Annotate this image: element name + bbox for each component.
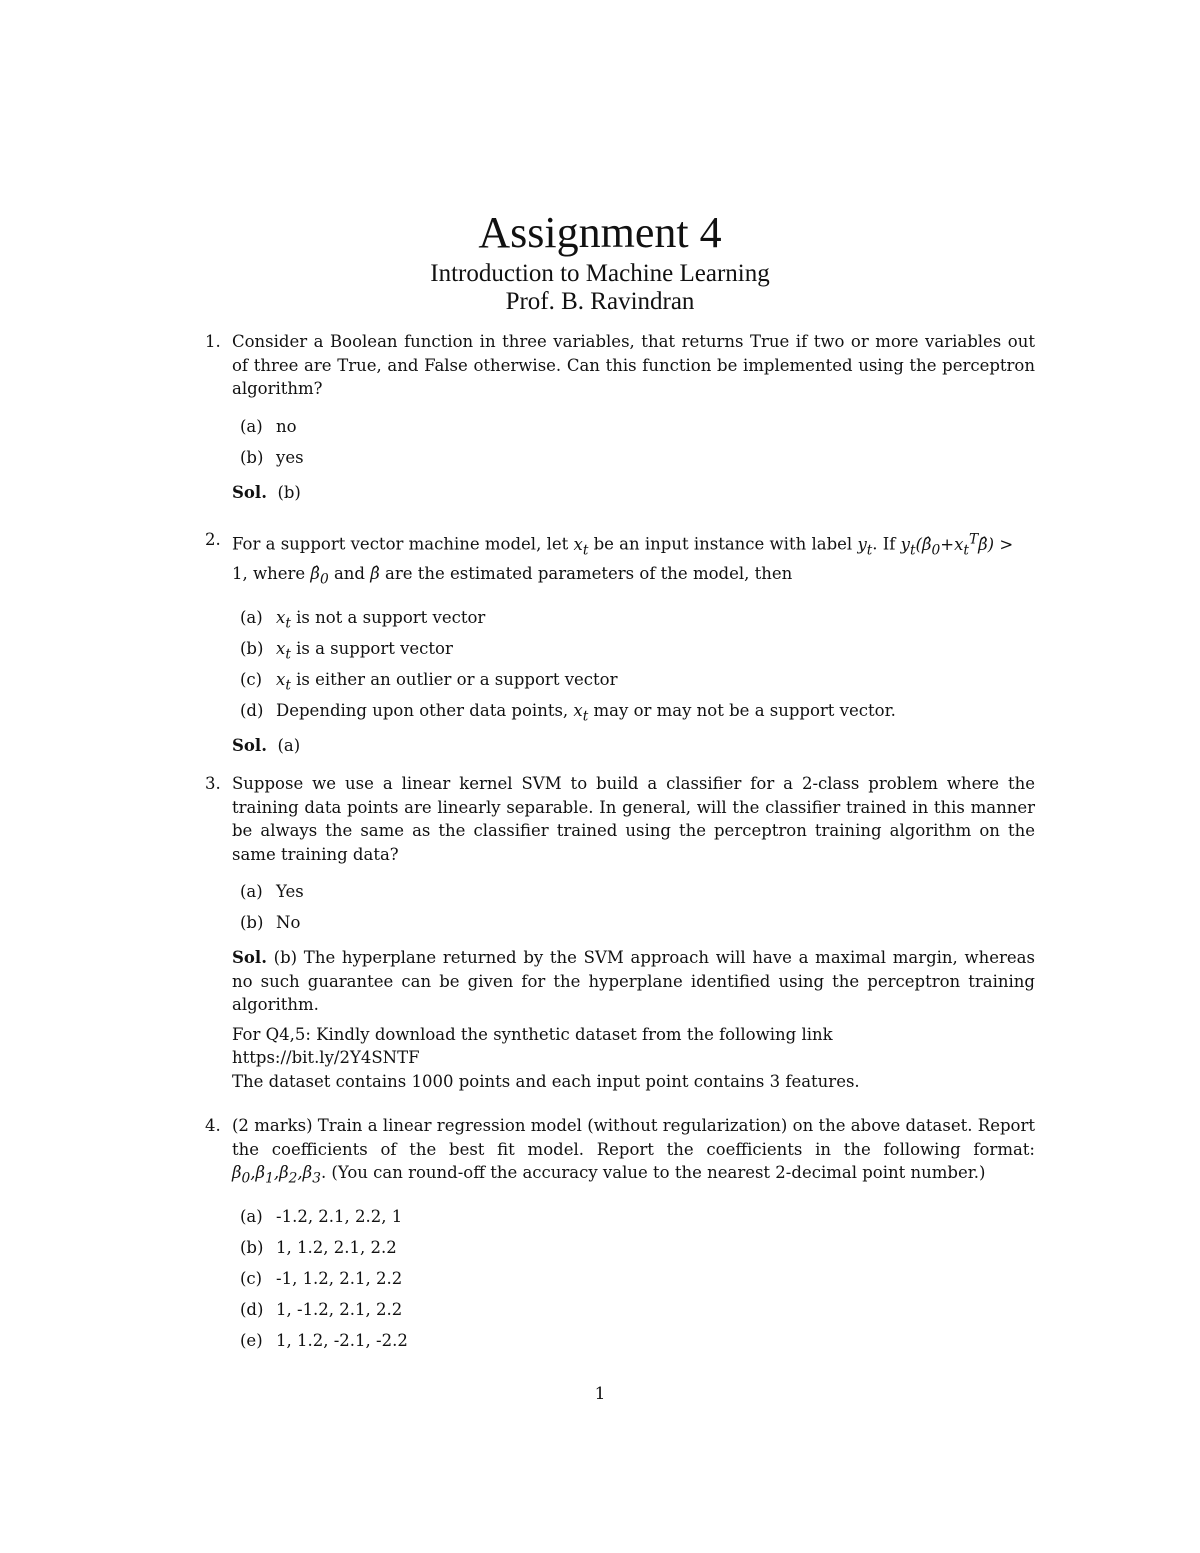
option-text: yes	[276, 447, 304, 467]
option-text: Yes	[276, 882, 304, 901]
question-text: Suppose we use a linear kernel SVM to build a classifier for a 2-class problem where the training data points are linearly separable. In general, will the classifier trained in this manner be always the same as the classifier trained using the perceptron training algorithm on the same training data?	[232, 774, 1035, 864]
option-b	[240, 442, 1035, 473]
dataset-note	[232, 1023, 1035, 1094]
option-text: 1, 1.2, 2.1, 2.2	[276, 1237, 397, 1257]
question-number: 1.	[205, 332, 221, 351]
question-number: 3.	[205, 774, 221, 793]
option-c: (c) $x_t$ is either an outlier or a support vector	[240, 670, 618, 694]
option-text: 1, -1.2, 2.1, 2.2	[276, 1299, 403, 1319]
solution-text: (b) The hyperplane returned by the SVM approach will have a maximal margin, whereas no such guarantee can be given for the hyperplane identified using the perceptron training algorithm.	[232, 948, 1035, 1014]
question-3	[205, 772, 1035, 1093]
instructor-name: Prof. B. Ravindran	[505, 288, 695, 315]
dataset-link[interactable]: https://bit.ly/2Y4SNTF	[232, 1048, 420, 1067]
option-a: (a) -1.2, 2.1, 2.2, 1	[240, 1206, 403, 1226]
title-block	[0, 206, 1200, 316]
option-text: -1, 1.2, 2.1, 2.2	[276, 1268, 403, 1288]
option-b: (b) 1, 1.2, 2.1, 2.2	[240, 1237, 397, 1257]
question-text: Consider a Boolean function in three variables, that returns True if two or more variables out of three are True, and False otherwise. Can this function be implemented using the perceptron algorithm?	[232, 332, 1035, 398]
option-label: (b)	[240, 447, 264, 467]
page-number: 1	[594, 1384, 606, 1404]
question-number: 4.	[205, 1116, 221, 1135]
question-1	[205, 330, 1035, 504]
option-text: 1, 1.2, -2.1, -2.2	[276, 1330, 408, 1350]
option-text: is a support vector	[296, 639, 453, 659]
question-number: 2.	[205, 530, 221, 549]
solution-label: Sol.	[232, 482, 267, 502]
option-c: (c) -1, 1.2, 2.1, 2.2	[240, 1268, 403, 1288]
option-text: may or may not be a support vector.	[593, 701, 896, 721]
option-text: No	[276, 913, 301, 932]
option-a	[240, 411, 1035, 442]
dataset-note-line: For Q4,5: Kindly download the synthetic dataset from the following link	[232, 1024, 833, 1044]
solution-text: (b)	[277, 482, 301, 502]
option-d: (d) 1, -1.2, 2.1, 2.2	[240, 1299, 403, 1319]
option-text: is either an outlier or a support vector	[296, 670, 618, 690]
option-a: (a) Yes	[240, 882, 304, 901]
option-d: (d) Depending upon other data points, $x_t$ may or may not be a support vector.	[240, 701, 896, 725]
question-text: For a support vector machine model, let $x_t$ be an input instance with label $y_t$. If $y_t(\betâ_0+x_t^T\betâ)$ > 1, where $\betâ_0$ and β̂ are the estimated parameters of the model, then	[232, 531, 1014, 588]
document-title: Assignment 4	[478, 208, 722, 257]
option-b: (b) $x_t$ is a support vector	[240, 639, 453, 663]
option-text: -1.2, 2.1, 2.2, 1	[276, 1206, 403, 1226]
solution-text: (a)	[277, 736, 301, 756]
dataset-note-line: The dataset contains 1000 points and each input point contains 3 features.	[232, 1071, 860, 1091]
question-text: (2 marks) Train a linear regression model (without regularization) on the above dataset. Report the coefficients of the best fit model. Report the coefficients in the following format: $\beta_0,\beta_1,\beta_2,\beta_3$. (You can round-off the accuracy value to the nearest 2-decimal point number.)	[232, 1116, 1035, 1187]
question-2	[205, 528, 1035, 758]
solution: Sol. (a)	[232, 736, 301, 756]
option-b: (b) No	[240, 913, 301, 932]
option-text: no	[276, 416, 297, 436]
course-name: Introduction to Machine Learning	[430, 260, 770, 287]
solution	[232, 481, 1035, 505]
option-e: (e) 1, 1.2, -2.1, -2.2	[240, 1330, 408, 1350]
question-4	[205, 1114, 1035, 1356]
option-a: (a) $x_t$ is not a support vector	[240, 608, 486, 632]
option-text: is not a support vector	[296, 608, 486, 628]
option-label: (a)	[240, 416, 263, 436]
solution: Sol. (b) The hyperplane returned by the SVM approach will have a maximal margin, whereas no such guarantee can be given for the hyperplane identified using the perceptron training algorithm.	[232, 948, 1035, 1014]
